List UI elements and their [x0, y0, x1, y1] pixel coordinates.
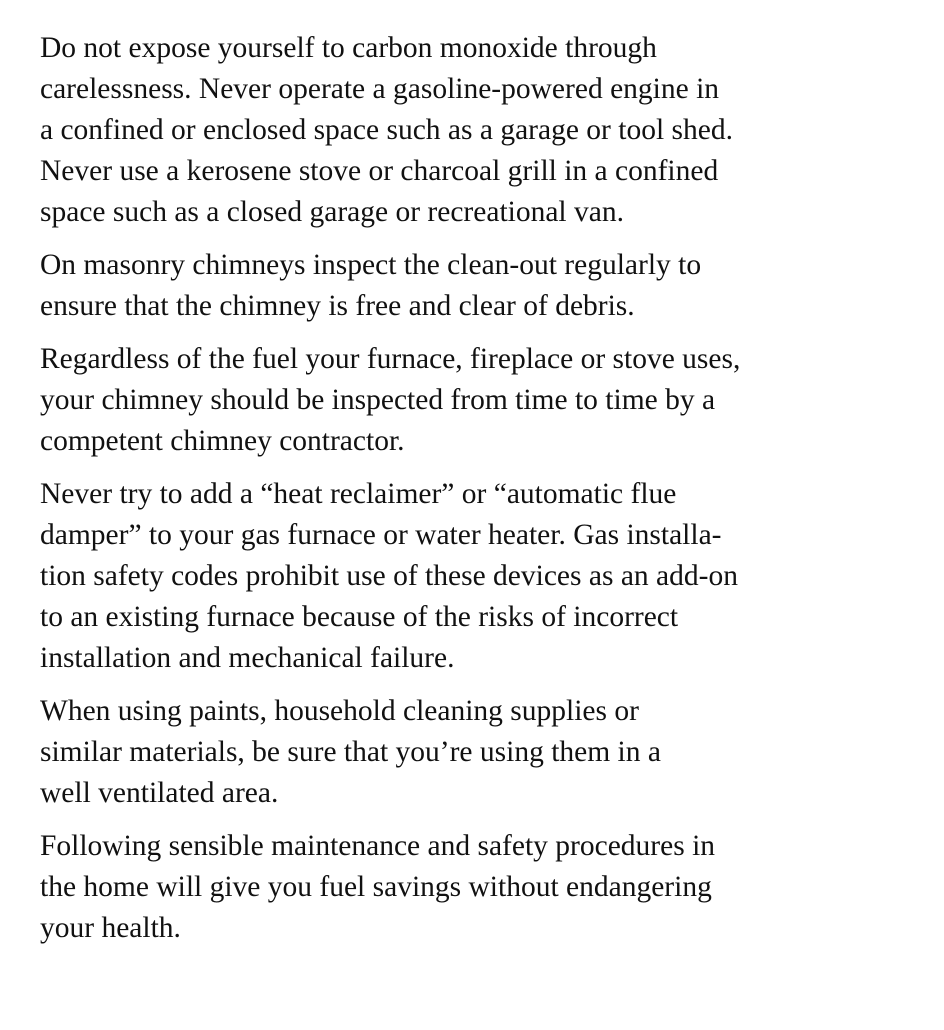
text-line: to an existing furnace because of the risks of incorrect	[40, 601, 679, 633]
paragraph-carbon-monoxide	[40, 28, 920, 233]
text-line: your chimney should be inspected from time to time by a	[40, 384, 716, 416]
text-line: your health.	[40, 912, 181, 944]
text-line: Regardless of the fuel your furnace, fireplace or stove uses,	[40, 343, 741, 375]
text-line: space such as a closed garage or recreational van.	[40, 196, 624, 228]
paragraph-masonry-chimneys	[40, 245, 920, 327]
text-line: Following sensible maintenance and safety procedures in	[40, 830, 716, 862]
paragraph-heat-reclaimer	[40, 474, 920, 679]
document-page	[40, 28, 920, 961]
text-line: Never use a kerosene stove or charcoal grill in a confined	[40, 155, 719, 187]
text-line: damper” to your gas furnace or water heater. Gas installa-	[40, 519, 722, 551]
text-line: a confined or enclosed space such as a garage or tool shed.	[40, 114, 733, 146]
paragraph-safety-procedures	[40, 826, 920, 949]
text-line: carelessness. Never operate a gasoline-powered engine in	[40, 73, 720, 105]
text-line: installation and mechanical failure.	[40, 642, 455, 674]
text-line: similar materials, be sure that you’re using them in a	[40, 736, 661, 768]
text-line: ensure that the chimney is free and clear of debris.	[40, 290, 635, 322]
text-line: the home will give you fuel savings without endangering	[40, 871, 712, 903]
paragraph-chimney-inspection	[40, 339, 920, 462]
text-line: When using paints, household cleaning supplies or	[40, 695, 639, 727]
text-line: On masonry chimneys inspect the clean-out regularly to	[40, 249, 702, 281]
text-line: well ventilated area.	[40, 777, 279, 809]
text-line: competent chimney contractor.	[40, 425, 405, 457]
text-line: Never try to add a “heat reclaimer” or “automatic flue	[40, 478, 677, 510]
paragraph-ventilation	[40, 691, 920, 814]
text-line: Do not expose yourself to carbon monoxide through	[40, 32, 657, 64]
text-line: tion safety codes prohibit use of these devices as an add-on	[40, 560, 738, 592]
